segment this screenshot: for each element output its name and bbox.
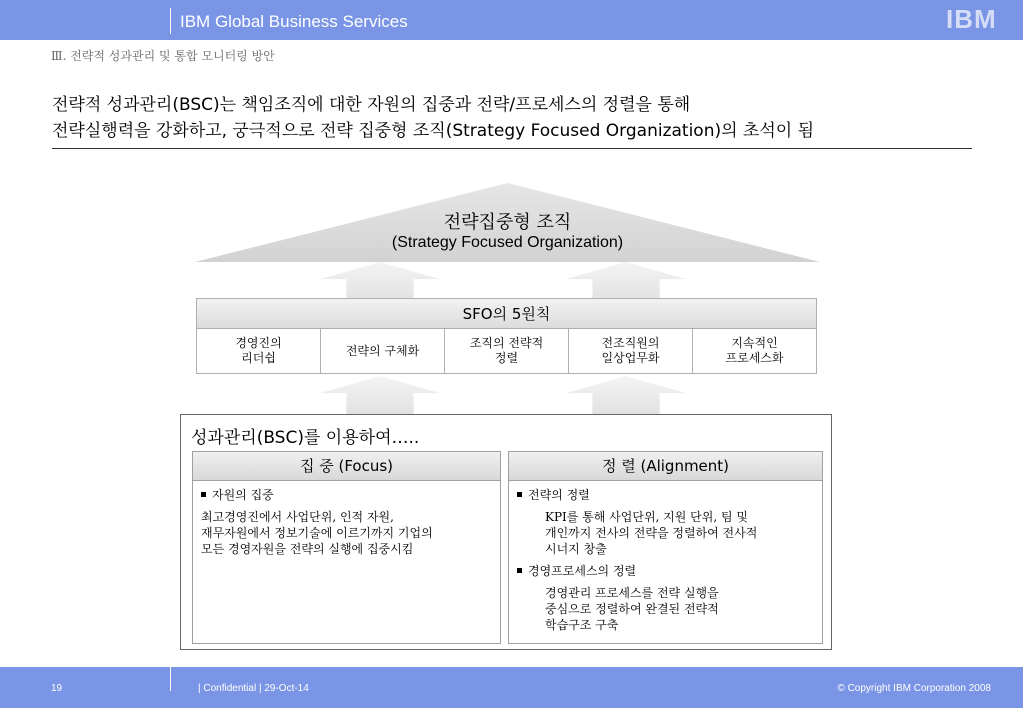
principle-cell: 조직의 전략적 정렬 bbox=[445, 329, 569, 373]
headline-divider bbox=[52, 148, 972, 149]
principle-cell: 지속적인 프로세스화 bbox=[725, 336, 784, 365]
principle-cell: 전조직원의 일상업무화 bbox=[569, 329, 693, 373]
alignment-header: 정 렬 (Alignment) bbox=[509, 452, 822, 481]
bsc-box bbox=[180, 414, 832, 650]
headline bbox=[52, 92, 982, 144]
focus-body bbox=[193, 481, 500, 563]
headline-line-1: 전략적 성과관리(BSC)는 책임조직에 대한 자원의 집중과 전략/프로세스의 정렬을 통해 bbox=[52, 95, 691, 115]
alignment-bullet-1 bbox=[517, 487, 814, 503]
alignment-panel bbox=[508, 451, 823, 644]
up-arrow-left-upper bbox=[320, 262, 440, 300]
bullet-square-icon bbox=[201, 492, 206, 497]
footer-confidential: | Confidential | 29-Oct-14 bbox=[198, 683, 309, 694]
focus-panel bbox=[192, 451, 501, 644]
alignment-body bbox=[509, 481, 822, 645]
sfo-principles-title: SFO의 5원칙 bbox=[197, 299, 816, 329]
up-arrow-right-upper bbox=[566, 262, 686, 300]
sfo-principles-row bbox=[197, 329, 816, 373]
ibm-logo bbox=[946, 6, 1016, 32]
up-arrow-right-lower bbox=[566, 376, 686, 414]
principle-cell: 경영진의 리더쉽 bbox=[197, 329, 321, 373]
top-bar bbox=[0, 0, 1023, 40]
focus-bullet-text: 자원의 집중 bbox=[212, 488, 274, 502]
footer-copyright: © Copyright IBM Corporation 2008 bbox=[837, 683, 991, 694]
footer-separator bbox=[170, 667, 171, 691]
focus-description: 최고경영진에서 사업단위, 인적 자원, 재무자원에서 정보기술에 이르기까지 기업의 모든 경영자원을 전략의 실행에 집중시킴 bbox=[201, 510, 433, 556]
focus-bullet bbox=[201, 487, 492, 503]
focus-header: 집 중 (Focus) bbox=[193, 452, 500, 481]
bullet-square-icon bbox=[517, 568, 522, 573]
alignment-bullet-2-text: 경영프로세스의 정렬 bbox=[528, 564, 637, 578]
page-number: 19 bbox=[51, 683, 63, 694]
sfo-principles-table bbox=[196, 298, 817, 374]
ibm-logo-text: IBM bbox=[946, 4, 997, 34]
header-separator bbox=[170, 8, 171, 34]
principle-cell: 전략의 구체화 bbox=[321, 329, 445, 373]
roof-title-english: (Strategy Focused Organization) bbox=[391, 234, 624, 251]
bsc-title: 성과관리(BSC)를 이용하여….. bbox=[191, 428, 420, 448]
alignment-description-1: KPI를 통해 사업단위, 지원 단위, 팀 및 개인까지 전사의 전략을 정렬하여 전사적 시너지 창출 bbox=[545, 510, 758, 556]
alignment-description-2: 경영관리 프로세스를 전략 실행을 중심으로 정렬하여 완결된 전략적 학습구조 구축 bbox=[545, 586, 719, 632]
up-arrow-left-lower bbox=[320, 376, 440, 414]
roof-title-korean: 전략집중형 조직 bbox=[443, 212, 572, 233]
headline-line-2: 전략실행력을 강화하고, 궁극적으로 전략 집중형 조직(Strategy Focused Organization)의 초석이 됨 bbox=[52, 121, 815, 141]
bullet-square-icon bbox=[517, 492, 522, 497]
header-title: IBM Global Business Services bbox=[180, 12, 408, 31]
footer-bar bbox=[0, 667, 1023, 708]
section-breadcrumb: Ⅲ. 전략적 성과관리 및 통합 모니터링 방안 bbox=[51, 49, 275, 63]
alignment-bullet-1-text: 전략의 정렬 bbox=[528, 488, 590, 502]
alignment-bullet-2 bbox=[517, 563, 814, 579]
